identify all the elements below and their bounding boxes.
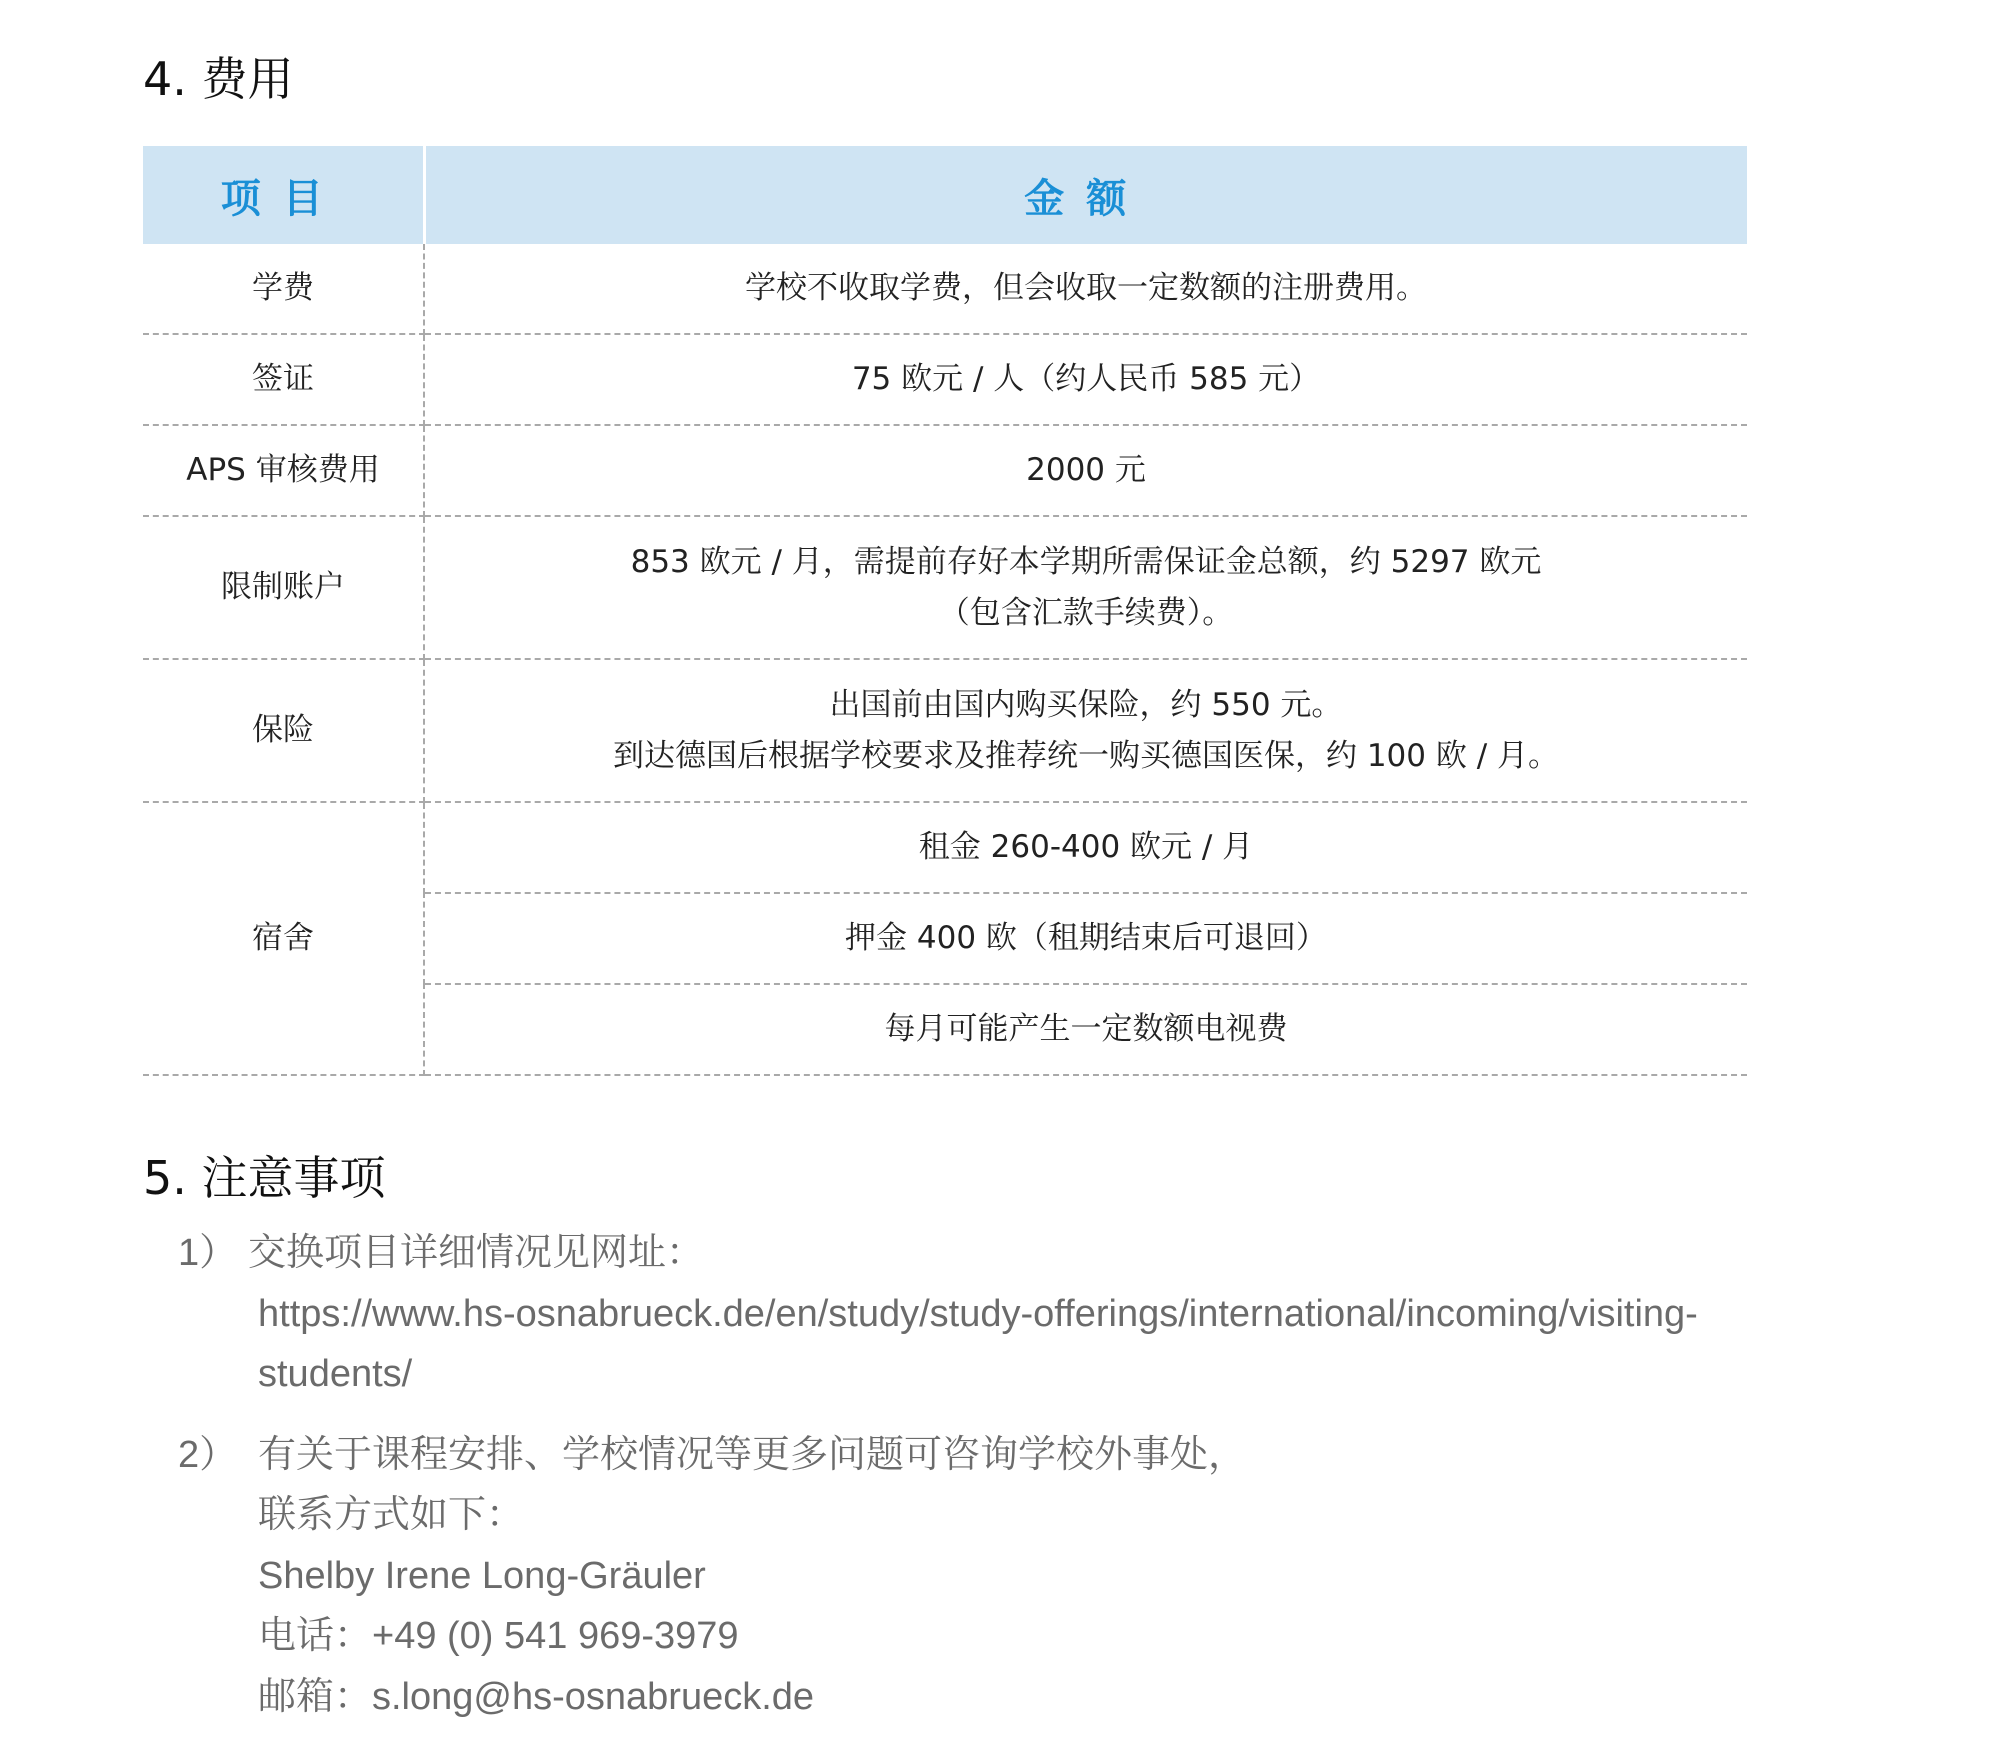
notes-section-title: 5. 注意事项 xyxy=(143,1151,386,1205)
contact-phone: 电话：+49 (0) 541 969-3979 xyxy=(258,1615,739,1657)
amount-tuition xyxy=(424,244,1747,334)
fees-section-title: 4. 费用 xyxy=(143,52,294,106)
amount-visa xyxy=(424,334,1747,425)
amount-aps xyxy=(424,425,1747,516)
amount-line: （包含汇款手续费）。 xyxy=(938,594,1234,631)
contact-name: Shelby Irene Long-Gräuler xyxy=(258,1555,706,1597)
amount-dorm-deposit: 押金 400 欧（租期结束后可退回） xyxy=(424,893,1747,984)
table-row xyxy=(143,334,1747,425)
note-1-number: 1） xyxy=(178,1232,238,1274)
amount-blocked-account xyxy=(424,516,1747,659)
item-aps: APS 审核费用 xyxy=(143,425,424,516)
amount-dorm-rent: 租金 260-400 欧元 / 月 xyxy=(424,802,1747,893)
note-1-label: 交换项目详细情况见网址： xyxy=(248,1232,705,1274)
amount-dorm-tv-fee: 每月可能产生一定数额电视费 xyxy=(424,984,1747,1075)
note-2-number: 2） xyxy=(178,1434,238,1476)
amount-line: 75 欧元 / 人（约人民币 585 元） xyxy=(851,361,1321,397)
item-visa: 签证 xyxy=(143,334,424,425)
fee-table xyxy=(143,146,1747,1076)
item-tuition: 学费 xyxy=(143,244,424,334)
amount-line: 2000 元 xyxy=(1026,452,1146,488)
item-insurance: 保险 xyxy=(143,659,424,802)
amount-line: 出国前由国内购买保险，约 550 元。 xyxy=(829,686,1343,723)
note-2-line2: 联系方式如下： xyxy=(258,1494,525,1536)
amount-insurance xyxy=(424,659,1747,802)
header-amount: 金额 xyxy=(424,146,1747,244)
note-1-url-line1[interactable]: https://www.hs-osnabrueck.de/en/study/study-offerings/international/incoming/visiting- xyxy=(258,1293,1698,1335)
note-2-line1: 有关于课程安排、学校情况等更多问题可咨询学校外事处， xyxy=(258,1434,1247,1476)
table-row xyxy=(143,516,1747,659)
contact-email[interactable]: 邮箱：s.long@hs-osnabrueck.de xyxy=(258,1676,815,1718)
table-row xyxy=(143,425,1747,516)
table-row xyxy=(143,802,1747,893)
amount-line: 到达德国后根据学校要求及推荐统一购买德国医保，约 100 欧 / 月。 xyxy=(612,737,1560,774)
header-item: 项目 xyxy=(143,146,424,244)
note-1-url-line2[interactable]: students/ xyxy=(258,1353,413,1395)
item-dormitory: 宿舍 xyxy=(143,802,424,1075)
amount-line: 学校不收取学费，但会收取一定数额的注册费用。 xyxy=(745,270,1427,306)
amount-line: 853 欧元 / 月，需提前存好本学期所需保证金总额，约 5297 欧元 xyxy=(630,543,1542,580)
table-row xyxy=(143,244,1747,334)
item-blocked-account: 限制账户 xyxy=(143,516,424,659)
fee-table-header-row xyxy=(143,146,1747,244)
table-row xyxy=(143,659,1747,802)
